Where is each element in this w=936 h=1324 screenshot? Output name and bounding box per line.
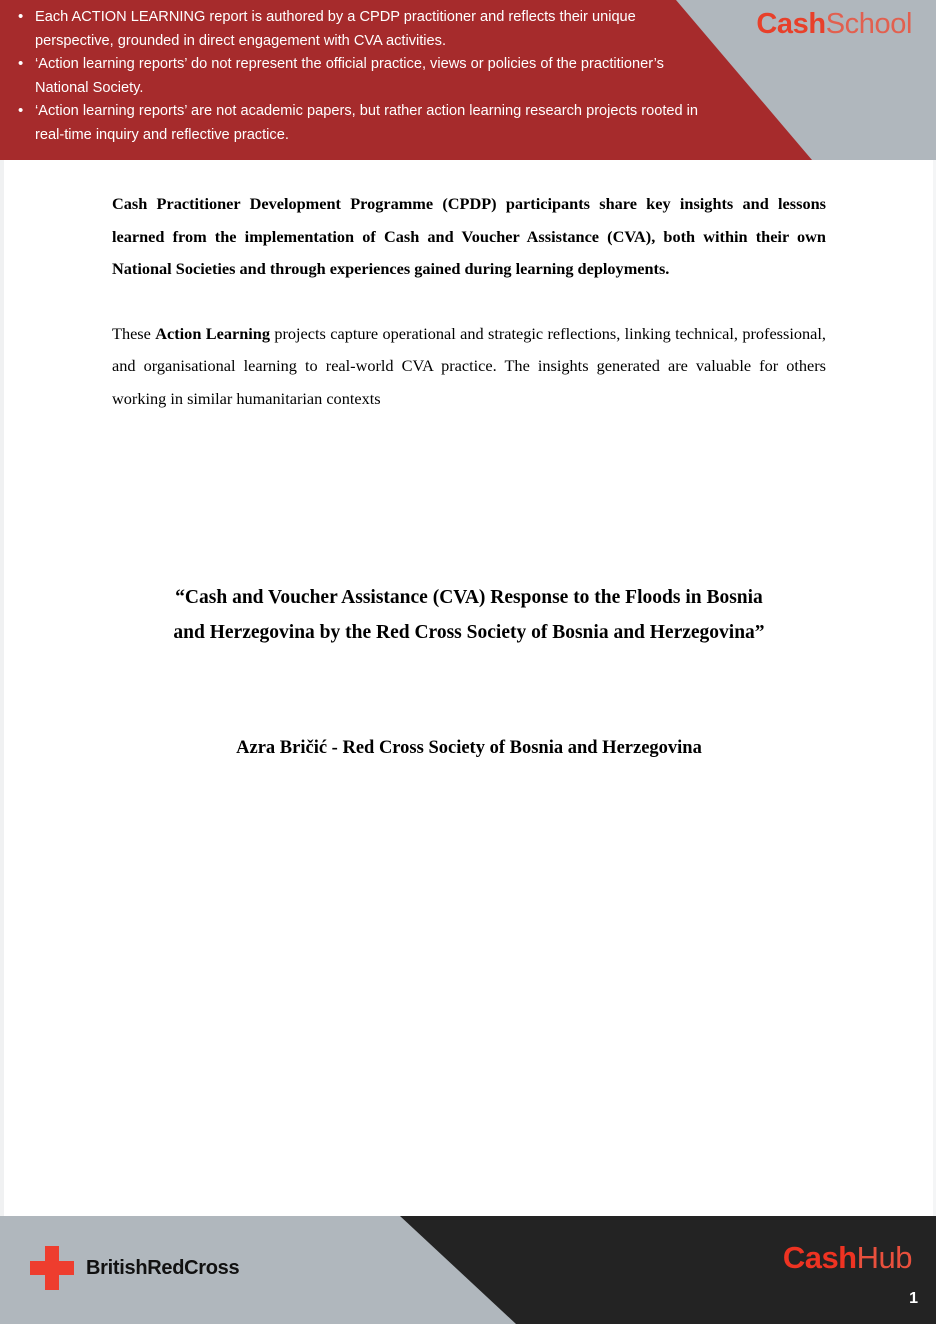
cashschool-logo [756,8,912,41]
cashschool-logo-light: School [825,8,912,40]
header-banner [0,0,936,160]
cashhub-logo [783,1240,912,1276]
report-title-line-2: and Herzegovina by the Red Cross Society of Bosnia and Herzegovina” [173,622,765,643]
page-number: 1 [909,1290,918,1307]
document-content [112,188,826,416]
cashhub-logo-bold: Cash [782,1240,857,1275]
british-red-cross-label: BritishRedCross [86,1256,240,1279]
action-learning-emphasis: Action Learning [155,323,270,343]
second-paragraph-part1: These [112,323,156,343]
disclaimer-item-1: • Each ACTION LEARNING report is authored by a CPDP practitioner and reflects their unique perspective, grounded in direct engagement with CVA activities. [14,6,714,53]
second-paragraph-part2: projects capture operational and strategic reflections, linking technical, professional, and organisational learning to real-world CVA practice. The insights generated are valuable for others working in similar humanitarian contexts [112,323,826,408]
cashhub-logo-light: Hub [856,1240,912,1275]
report-author: Azra Bričić - Red Cross Society of Bosnia and Herzegovina [236,738,702,758]
disclaimer-list [14,6,714,147]
report-title [112,580,826,650]
disclaimer-item-2: • ‘Action learning reports’ do not represent the official practice, views or policies of the practitioner’s National Society. [14,53,714,100]
british-red-cross-logo [30,1246,239,1290]
intro-paragraph: Cash Practitioner Development Programme (CPDP) participants share key insights and lessons learned from the implementation of Cash and Voucher Assistance (CVA), both within their own National Societies and through experiences gained during learning deployments. [112,194,826,279]
report-title-line-1: “Cash and Voucher Assistance (CVA) Response to the Floods in Bosnia [175,587,763,608]
footer-banner [0,1216,936,1324]
second-paragraph [112,318,826,416]
cashschool-logo-bold: Cash [756,8,826,40]
page-left-edge [0,158,4,1216]
disclaimer-item-3: • ‘Action learning reports’ are not academic papers, but rather action learning research projects rooted in real-time inquiry and reflective practice. [14,100,714,147]
red-cross-icon [30,1246,74,1290]
